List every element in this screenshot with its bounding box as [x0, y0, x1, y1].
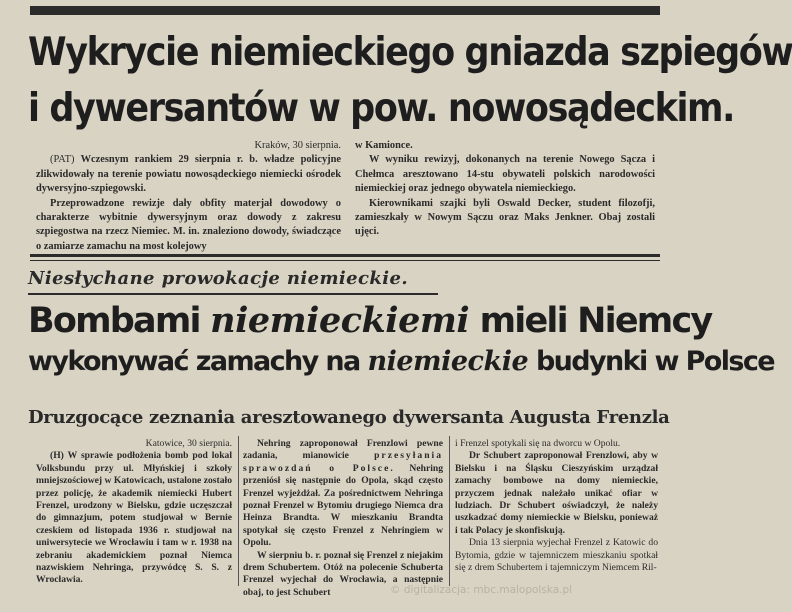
article1-paragraph-4: Kierownikami szajki byli Oswald Decker, student filozofji, zamieszkały w Nowym Sączu oraz Maks Jenkner. Obaj zostali ujęci.: [355, 197, 655, 238]
top-rule: [30, 6, 660, 15]
article2-column-1: [36, 438, 232, 587]
article1-agency: (PAT): [50, 154, 75, 166]
article2-headline-line1: [28, 298, 712, 344]
article2-section-label: Niesłychane prowokacje niemieckie.: [28, 268, 408, 289]
article2-col2-paragraph-2: W sierpniu b. r. poznał się Frenzel z niejakim drem Schubertem. Otóż na polecenie Schuberta Frenzel wyjechał do Wrocławia, a następnie obaj, to jest Schubert: [243, 549, 443, 598]
article1-column-left: [36, 139, 341, 254]
headline-b-italic: niemieckie: [367, 346, 529, 377]
section-divider: [30, 254, 660, 257]
article2-col3-paragraph-2: Dnia 13 sierpnia wyjechał Frenzel z Katowic do Bytomia, gdzie w tajemniczem mieszkaniu spotkał się z drem Schubertem i tajemniczym Niemcem Ril-: [455, 537, 658, 574]
column-divider-1: [238, 436, 239, 586]
article2-column-2: [243, 438, 443, 599]
article1-headline-line1: Wykrycie niemieckiego gniazda szpiegów: [28, 30, 792, 76]
article2-col1-text: W sprawie podłożenia bomb pod lokal Volksbundu przy ul. Młyńskiej i szkoły mniejszościowej w Katowicach, ustalone zostało przez policję, że akademik niemiecki Hubert Frenzel, urodzony w Bielsku, gdzie uczęszczał do gimnazjum, potem studjował w Bernie czeskiem od listopada 1936 r. studjował na uniwersytecie we Wrocławiu i tam w r. 1938 na zebraniu akademickiem poznał Niemca nazwiskiem Nehringa, przywódcę S. S. z Wrocławia.: [36, 450, 232, 586]
article2-column-3: [455, 438, 658, 574]
article1-headline-line2: i dywersantów w pow. nowosądeckim.: [28, 86, 735, 132]
article1-paragraph-1-text: Wczesnym rankiem 29 sierpnia r. b. władze policyjne zlikwidowały na terenie powiatu nowosądeckiego niemiecki ośrodek dywersyjno-szpiegowski.: [36, 154, 341, 195]
article1-paragraph-3: W wyniku rewizyj, dokonanych na terenie Nowego Sącza i Chełmca aresztowano 14-stu obywateli polskich narodowości niemieckiej oraz jednego obywatela niemieckiego.: [355, 154, 655, 195]
col2-p1-b: Nehring przeniósł się następnie do Opola, skąd często Frenzel wyjeżdżał. Za pośrednictwem Nehringa poznał Frenzel w Bytomiu drugiego Niemca dra Heinza Brandta. W mieszkaniu Brandta spotykał się często Frenzel z Nehringiem w Opolu.: [243, 462, 444, 549]
article2-col2-paragraph-1: [243, 438, 443, 550]
article1-paragraph-2: Przeprowadzone rewizje dały obfity materjał dowodowy o charakterze wybitnie dywersyjnym oraz dowody z zakresu szpiegostwa na rzecz Niemiec. M. in. znaleziono dowody, świadczące o zamiarze zamachu na most kolejowy: [36, 197, 341, 252]
headline-a-italic: niemieckiemi: [210, 300, 470, 341]
headline-a-part3: mieli Niemcy: [469, 301, 712, 341]
article1-paragraph-1: [36, 153, 341, 196]
column-divider-2: [449, 436, 450, 586]
article2-col1-paragraph: [36, 450, 232, 586]
col2-p1-spaced: przesyłania sprawozdań o Polsce.: [243, 450, 443, 474]
article2-label-underline: [28, 293, 438, 295]
col2-p1-a: Nehring zaproponował Frenzlowi pewne zadania, mianowicie: [243, 438, 443, 462]
article1-headline: [28, 28, 792, 133]
article2-agency: (H): [50, 450, 64, 462]
article1-paragraph-2-continued: w Kamionce.: [355, 140, 413, 151]
article2-col3-paragraph-1: Dr Schubert zaproponował Frenzlowi, aby w Bielsku i na Śląsku Cieszyńskim urządzał zamachy bombowe na domy niemieckie, przyczem jednak należało unikać ofiar w ludziach. Dr Schubert oświadczył, że należy uszkadzać domy niemieckie w Bielsku, ponieważ i tak Polacy je skonfiskują.: [455, 450, 658, 536]
article2-dateline: Katowice, 30 sierpnia.: [145, 438, 232, 449]
article2-headline-line2: [28, 342, 774, 382]
section-divider-thin: [30, 260, 660, 261]
headline-b-part1: wykonywać zamachy na: [28, 346, 368, 377]
digitization-watermark: © digitalizacja: mbc.malopolska.pl: [390, 584, 573, 596]
article2-col3-paragraph-0: i Frenzel spotykali się na dworcu w Opolu.: [455, 438, 621, 449]
article1-dateline: Kraków, 30 sierpnia.: [254, 140, 341, 151]
article1-column-right: [355, 139, 655, 240]
headline-a-part1: Bombami: [28, 301, 211, 341]
headline-b-part3: budynki w Polsce: [528, 346, 774, 377]
article2-subheadline: Druzgocące zeznania aresztowanego dywersanta Augusta Frenzla: [28, 407, 670, 428]
